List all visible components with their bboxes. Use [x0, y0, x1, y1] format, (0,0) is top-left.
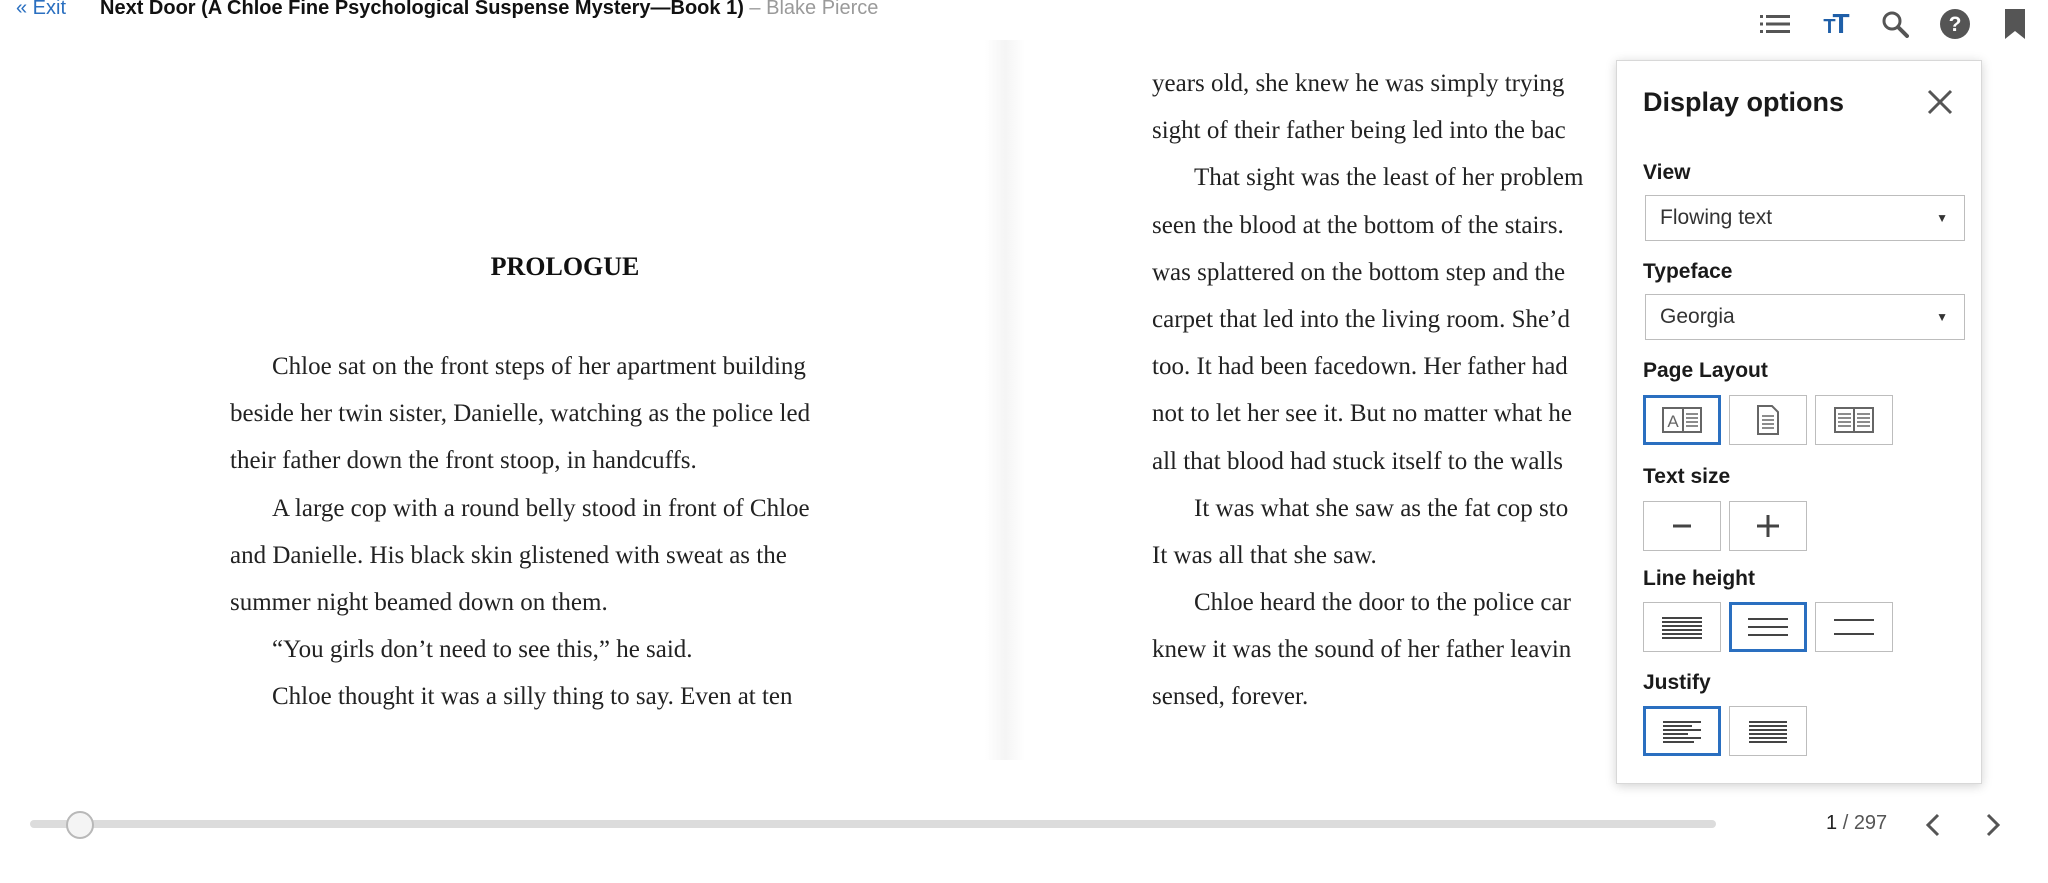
- text-line: carpet that led into the living room. She’d: [1152, 305, 1570, 333]
- compact-lines-icon: [1661, 614, 1703, 640]
- progress-slider-handle[interactable]: [66, 811, 94, 839]
- line-height-compact-button[interactable]: [1643, 602, 1721, 652]
- line-height-label: Line height: [1643, 567, 1755, 590]
- align-left-icon: [1662, 719, 1702, 743]
- text-line: Chloe sat on the front steps of her apartment building: [272, 353, 806, 380]
- view-label: View: [1643, 161, 1691, 184]
- loose-lines-icon: [1833, 614, 1875, 640]
- total-pages: 297: [1853, 812, 1888, 834]
- progress-slider[interactable]: [30, 820, 1716, 828]
- right-page: [1152, 60, 1612, 721]
- justify-label: Justify: [1643, 671, 1711, 694]
- text-line: It was what she saw as the fat cop sto: [1194, 494, 1569, 522]
- text-line: It was all that she saw.: [1152, 541, 1377, 569]
- view-select[interactable]: [1645, 195, 1965, 241]
- chapter-title: PROLOGUE: [490, 252, 640, 281]
- previous-page-button[interactable]: [1918, 808, 1948, 842]
- minus-icon: [1670, 514, 1694, 538]
- book-title: Next Door (A Chloe Fine Psychological Suspense Mystery—Book 1): [100, 0, 744, 19]
- left-page: [230, 343, 900, 721]
- layout-single-page-button[interactable]: [1729, 395, 1807, 445]
- next-page-button[interactable]: [1978, 808, 2008, 842]
- text-line: and Danielle. His black skin glistened with sweat as the: [230, 541, 787, 569]
- text-line: was splattered on the bottom step and the: [1152, 258, 1566, 286]
- justify-full-button[interactable]: [1729, 706, 1807, 756]
- list-icon[interactable]: [1758, 8, 1792, 40]
- single-page-icon: [1756, 405, 1780, 435]
- normal-lines-icon: [1747, 614, 1789, 640]
- typeface-select-value: Georgia: [1660, 305, 1735, 328]
- page-gutter: [985, 40, 1025, 760]
- text-line: sight of their father being led into the bac: [1152, 117, 1566, 145]
- text-line: years old, she knew he was simply trying: [1152, 70, 1565, 97]
- text-line: That sight was the least of her problem: [1194, 164, 1584, 192]
- panel-title: Display options: [1643, 87, 1845, 117]
- exit-link[interactable]: « Exit: [16, 0, 67, 19]
- text-line: knew it was the sound of her father leavin: [1152, 636, 1572, 664]
- justify-left-button[interactable]: [1643, 706, 1721, 756]
- decrease-text-size-button[interactable]: [1643, 501, 1721, 551]
- page-counter: [1826, 812, 1887, 835]
- chevron-down-icon: ▼: [1936, 310, 1948, 324]
- bookmark-icon[interactable]: [1998, 8, 2032, 40]
- title-separator: –: [749, 0, 761, 19]
- text-line: sensed, forever.: [1152, 683, 1309, 711]
- text-line: their father down the front stoop, in handcuffs.: [230, 447, 697, 475]
- svg-text:?: ?: [1948, 13, 1962, 36]
- line-height-loose-button[interactable]: [1815, 602, 1893, 652]
- layout-two-page-button[interactable]: [1815, 395, 1893, 445]
- line-height-normal-button[interactable]: [1729, 602, 1807, 652]
- text-size-glyph: TT: [1823, 8, 1847, 39]
- page-layout-label: Page Layout: [1643, 359, 1768, 382]
- text-line: beside her twin sister, Danielle, watching as the police led: [230, 400, 811, 428]
- typeface-label: Typeface: [1643, 260, 1733, 283]
- plus-icon: [1755, 513, 1781, 539]
- text-line: Chloe heard the door to the police car: [1194, 589, 1571, 617]
- align-justify-icon: [1748, 719, 1788, 743]
- text-line: all that blood had stuck itself to the walls: [1152, 447, 1564, 475]
- book-heading: [100, 0, 878, 20]
- text-line: seen the blood at the bottom of the stairs.: [1152, 211, 1564, 239]
- book-author: Blake Pierce: [766, 0, 879, 19]
- layout-auto-button[interactable]: [1643, 395, 1721, 445]
- search-icon[interactable]: [1878, 8, 1912, 40]
- chevron-down-icon: ▼: [1936, 211, 1948, 225]
- chevron-right-icon: [1984, 812, 2002, 838]
- two-page-icon: [1834, 406, 1874, 434]
- text-size-label: Text size: [1643, 465, 1731, 488]
- close-icon[interactable]: [1923, 85, 1957, 119]
- page-separator: /: [1842, 812, 1849, 834]
- top-bar: [0, 0, 2048, 39]
- text-line: too. It had been facedown. Her father had: [1152, 353, 1568, 381]
- text-line: summer night beamed down on them.: [230, 588, 608, 616]
- text-line: A large cop with a round belly stood in front of Chloe: [272, 494, 810, 522]
- svg-text:A: A: [1667, 412, 1679, 431]
- chevron-left-icon: [1924, 812, 1942, 838]
- text-line: “You girls don’t need to see this,” he said.: [272, 636, 693, 664]
- text-line: not to let her see it. But no matter what he: [1152, 400, 1573, 428]
- help-icon[interactable]: [1938, 8, 1972, 40]
- current-page: 1: [1826, 812, 1838, 834]
- typeface-select[interactable]: [1645, 294, 1965, 340]
- text-size-icon[interactable]: [1818, 8, 1852, 40]
- text-line: Chloe thought it was a silly thing to say. Even at ten: [272, 683, 793, 711]
- increase-text-size-button[interactable]: [1729, 501, 1807, 551]
- display-options-panel: [1616, 60, 1982, 784]
- layout-auto-icon: [1662, 406, 1702, 434]
- view-select-value: Flowing text: [1660, 206, 1773, 229]
